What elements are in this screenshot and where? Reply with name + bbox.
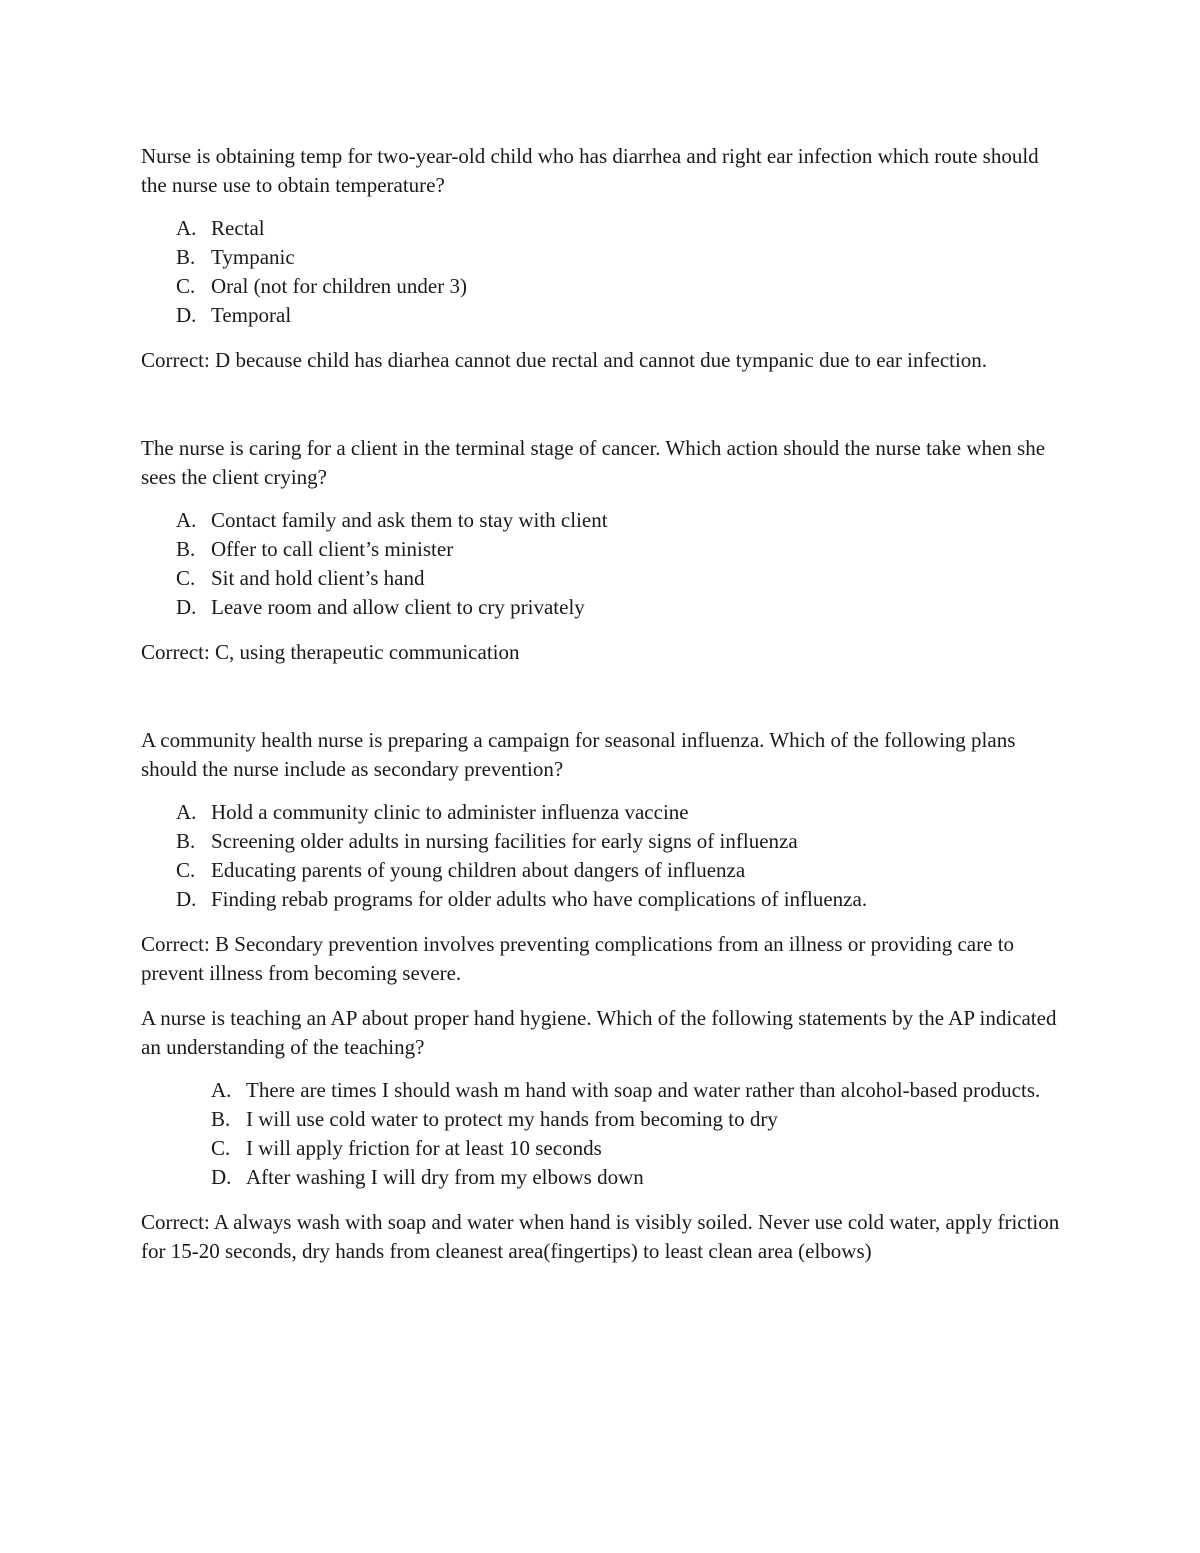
question-prompt: The nurse is caring for a client in the terminal stage of cancer. Which action should the nurse take when she sees the client crying? bbox=[141, 436, 1046, 489]
option-letter: A. bbox=[176, 216, 197, 240]
option-item bbox=[141, 535, 1061, 564]
option-letter: C. bbox=[176, 566, 196, 590]
option-text: Hold a community clinic to administer influenza vaccine bbox=[211, 800, 689, 824]
option-list bbox=[141, 506, 1061, 622]
option-text: Finding rebab programs for older adults who have complications of influenza. bbox=[211, 887, 868, 911]
option-letter: C. bbox=[176, 274, 196, 298]
spacer bbox=[141, 667, 1061, 726]
option-item bbox=[141, 243, 1061, 272]
option-text: Temporal bbox=[211, 303, 292, 327]
option-item bbox=[141, 301, 1061, 330]
option-item bbox=[141, 214, 1061, 243]
question-prompt: A community health nurse is preparing a campaign for seasonal influenza. Which of the following plans should the nurse include as secondary prevention? bbox=[141, 728, 1016, 781]
question-2 bbox=[141, 434, 1061, 667]
answer-explanation: Correct: C, using therapeutic communication bbox=[141, 640, 520, 664]
option-text: Oral (not for children under 3) bbox=[211, 274, 467, 298]
option-text: There are times I should wash m hand with soap and water rather than alcohol-based products. bbox=[246, 1078, 1041, 1102]
spacer bbox=[141, 375, 1061, 434]
answer-explanation: Correct: B Secondary prevention involves preventing complications from an illness or providing care to prevent illness from becoming severe. bbox=[141, 932, 1015, 985]
option-letter: D. bbox=[211, 1165, 232, 1189]
option-text: Sit and hold client’s hand bbox=[211, 566, 425, 590]
document-page bbox=[141, 142, 1061, 1266]
option-text: Screening older adults in nursing facilities for early signs of influenza bbox=[211, 829, 798, 853]
option-letter: B. bbox=[176, 245, 196, 269]
option-text: Tympanic bbox=[211, 245, 295, 269]
option-list bbox=[141, 798, 1061, 914]
option-item bbox=[141, 272, 1061, 301]
option-item bbox=[141, 506, 1061, 535]
option-letter: A. bbox=[176, 800, 197, 824]
option-text: Contact family and ask them to stay with client bbox=[211, 508, 608, 532]
answer-explanation: Correct: A always wash with soap and water when hand is visibly soiled. Never use cold water, apply friction for 15-20 seconds, dry hands from cleanest area(fingertips) to least clean area (elbows) bbox=[141, 1210, 1060, 1263]
option-text: I will use cold water to protect my hands from becoming to dry bbox=[246, 1107, 778, 1131]
option-text: Leave room and allow client to cry privately bbox=[211, 595, 585, 619]
option-text: I will apply friction for at least 10 seconds bbox=[246, 1136, 602, 1160]
option-item bbox=[141, 1076, 1061, 1105]
answer-explanation: Correct: D because child has diarhea cannot due rectal and cannot due tympanic due to ear infection. bbox=[141, 348, 988, 372]
option-letter: D. bbox=[176, 303, 197, 327]
question-prompt: Nurse is obtaining temp for two-year-old child who has diarrhea and right ear infection which route should the nurse use to obtain temperature? bbox=[141, 144, 1039, 197]
option-item bbox=[141, 827, 1061, 856]
option-letter: A. bbox=[211, 1078, 232, 1102]
option-letter: C. bbox=[211, 1136, 231, 1160]
option-letter: D. bbox=[176, 887, 197, 911]
option-item bbox=[141, 856, 1061, 885]
option-item bbox=[141, 798, 1061, 827]
option-text: Rectal bbox=[211, 216, 265, 240]
option-item bbox=[141, 1105, 1061, 1134]
option-letter: A. bbox=[176, 508, 197, 532]
question-4 bbox=[141, 1004, 1061, 1266]
question-3 bbox=[141, 726, 1061, 988]
option-item bbox=[141, 1134, 1061, 1163]
option-item bbox=[141, 564, 1061, 593]
spacer bbox=[141, 988, 1061, 1004]
option-letter: B. bbox=[176, 829, 196, 853]
option-item bbox=[141, 885, 1061, 914]
option-text: Offer to call client’s minister bbox=[211, 537, 454, 561]
option-item bbox=[141, 593, 1061, 622]
option-list bbox=[141, 214, 1061, 330]
option-letter: C. bbox=[176, 858, 196, 882]
question-prompt: A nurse is teaching an AP about proper hand hygiene. Which of the following statements by the AP indicated an understanding of the teaching? bbox=[141, 1006, 1057, 1059]
option-letter: B. bbox=[211, 1107, 231, 1131]
option-text: Educating parents of young children about dangers of influenza bbox=[211, 858, 746, 882]
question-1 bbox=[141, 142, 1061, 375]
option-item bbox=[141, 1163, 1061, 1192]
option-list bbox=[141, 1076, 1061, 1192]
option-letter: B. bbox=[176, 537, 196, 561]
option-text: After washing I will dry from my elbows down bbox=[246, 1165, 644, 1189]
option-letter: D. bbox=[176, 595, 197, 619]
